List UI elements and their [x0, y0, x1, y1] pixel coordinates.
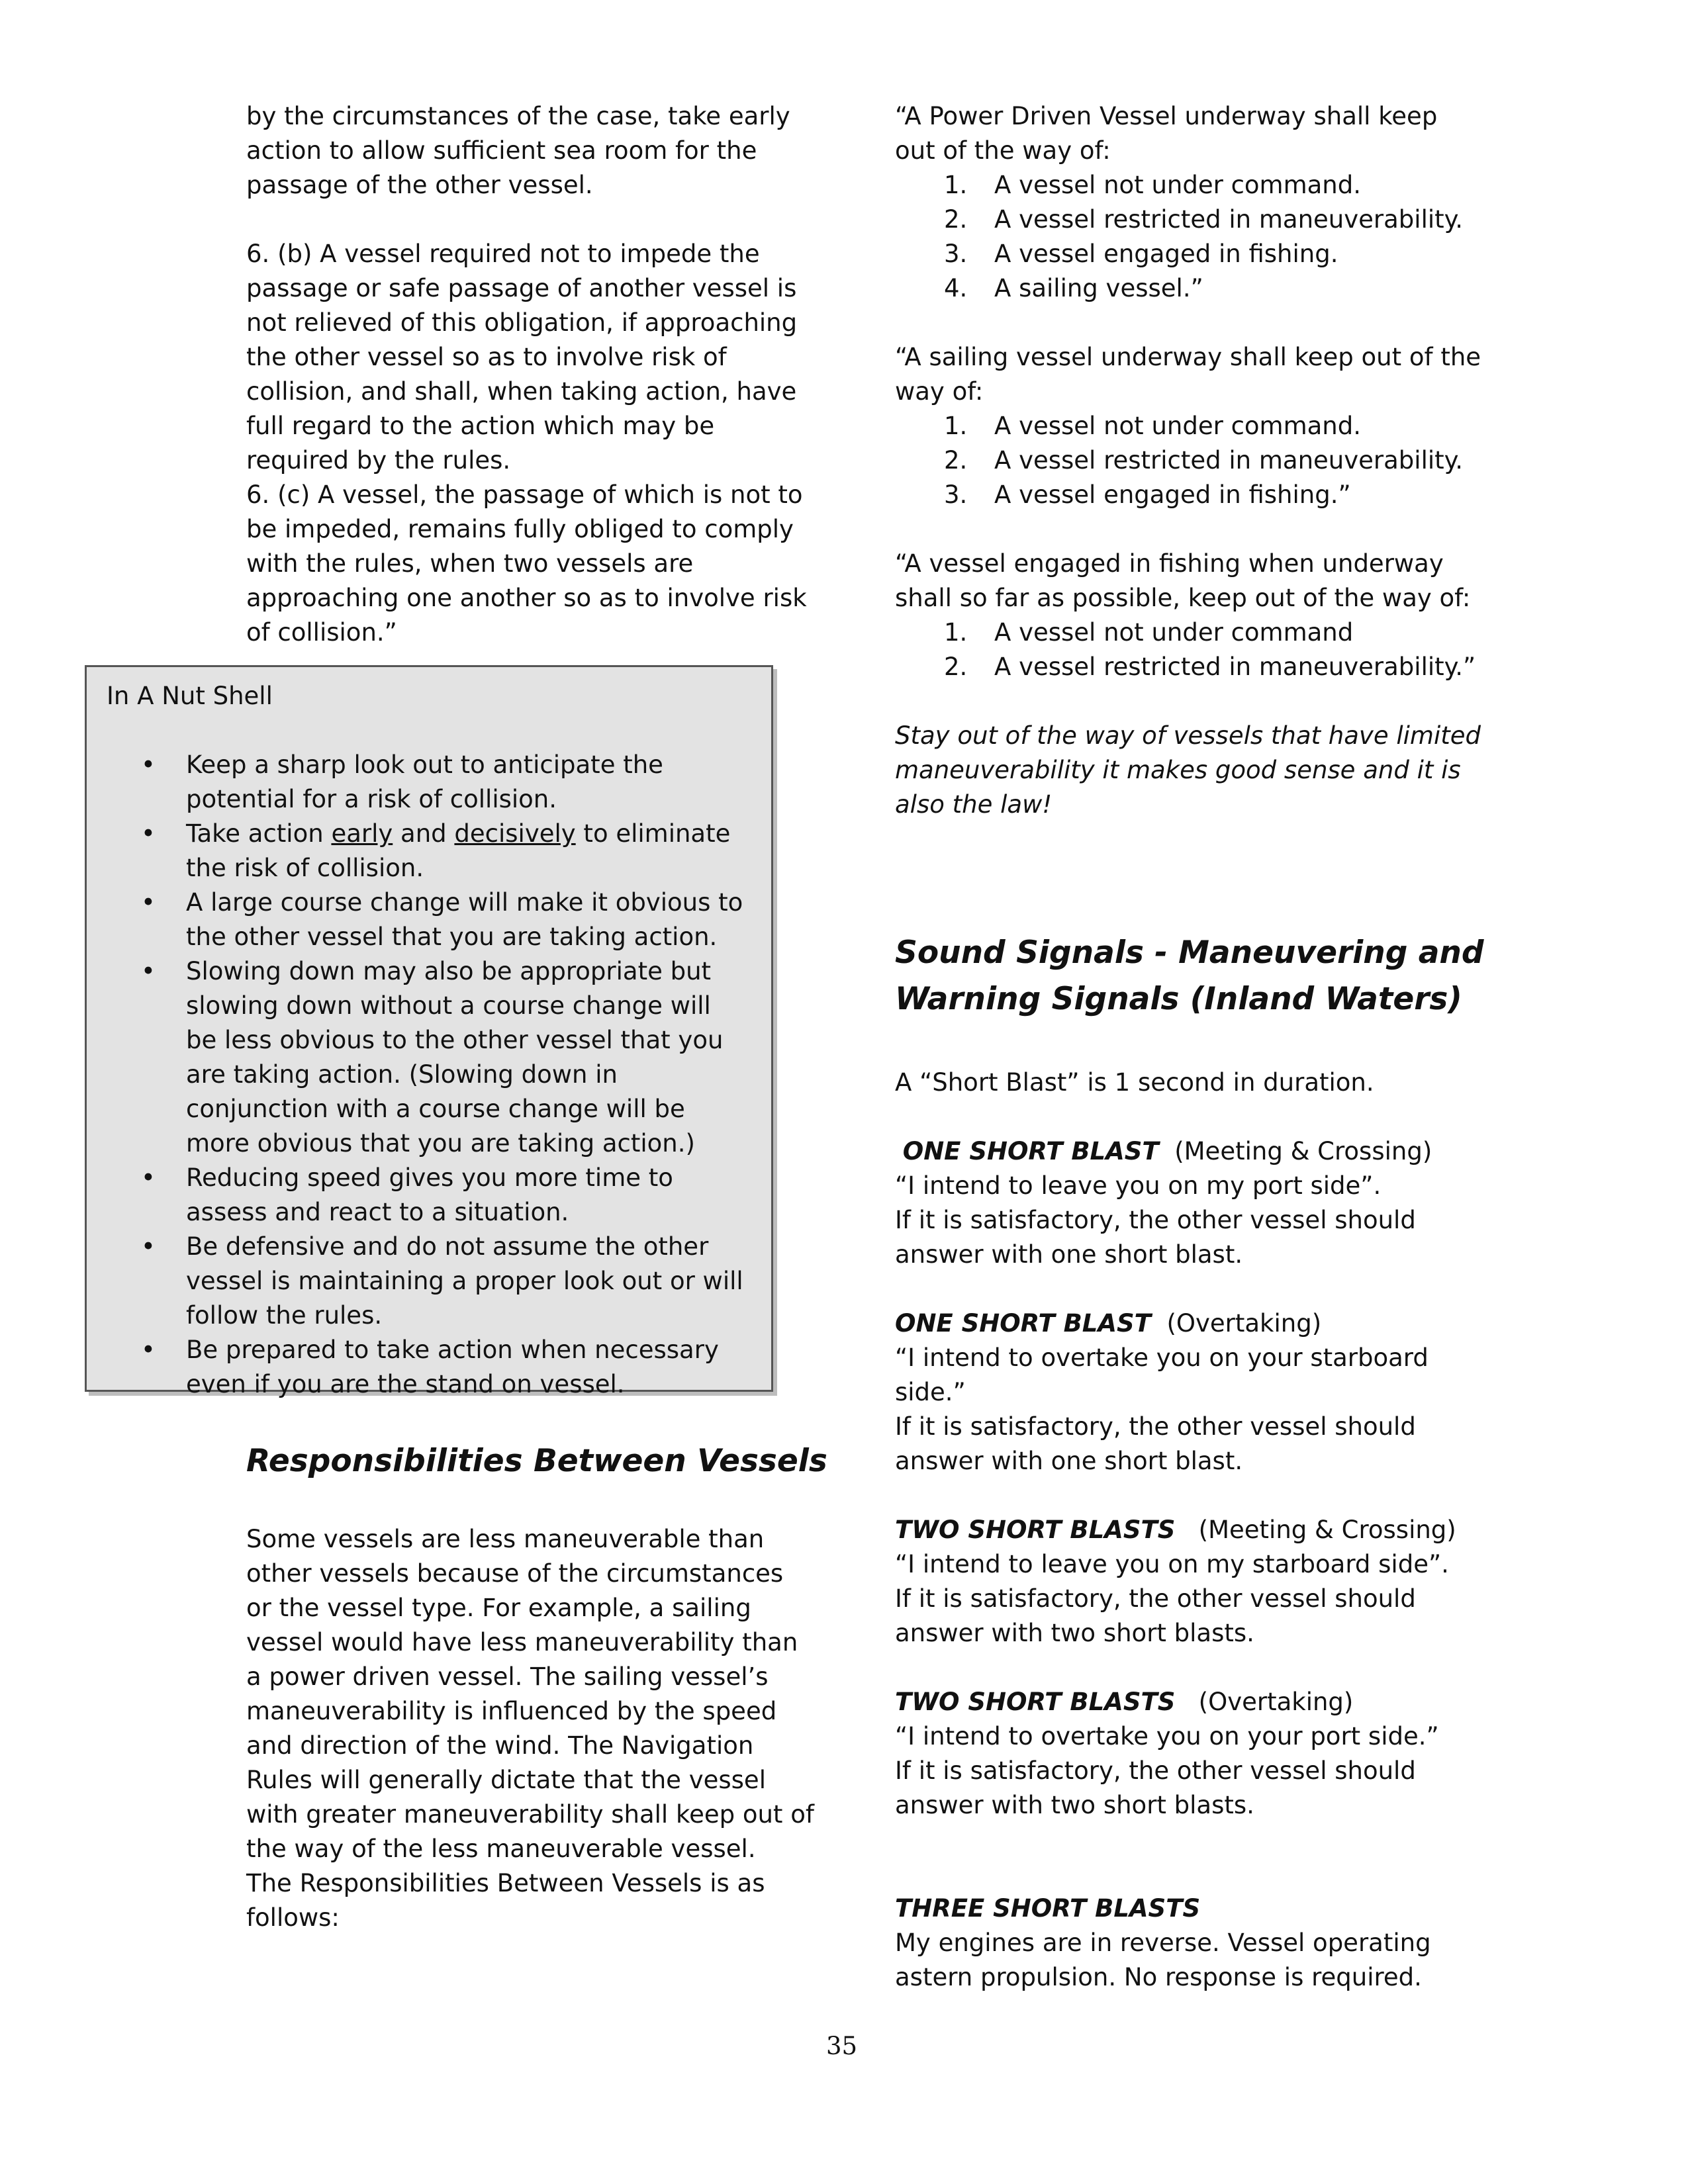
fishing-vessel-intro: “A vessel engaged in fishing when underway shall so far as possible, keep out of the way of:	[895, 549, 1471, 612]
power-vessel-intro: “A Power Driven Vessel underway shall keep out of the way of:	[895, 102, 1438, 165]
signal-one-short-overtaking: ONE SHORT BLAST (Overtaking)	[895, 1309, 1322, 1338]
underlined-word: decisively	[454, 819, 576, 848]
responsibilities-heading: Responsibilities Between Vessels	[246, 1443, 827, 1479]
advice-paragraph: Stay out of the way of vessels that have limited maneuverability it makes good sense and it is also the law!	[895, 721, 1481, 819]
list-item: 1. A vessel not under command	[944, 618, 1354, 647]
list-item: 2. A vessel restricted in maneuverability.	[944, 446, 1464, 475]
sailing-vessel-list	[895, 409, 1484, 512]
list-item: • Be defensive and do not assume the other vessel is maintaining a proper look out or will follow the rules.	[126, 1230, 749, 1333]
list-item: • Keep a sharp look out to anticipate the potential for a risk of collision.	[126, 748, 749, 817]
nutshell-list	[126, 748, 749, 1402]
signal-three-short-text: My engines are in reverse. Vessel operating astern propulsion. No response is required.	[895, 1929, 1431, 1991]
list-item: • Take action early and decisively to eliminate the risk of collision.	[126, 817, 749, 886]
fishing-vessel-list	[895, 615, 1484, 684]
bullet-icon: •	[141, 1336, 156, 1364]
list-item: 1. A vessel not under command.	[944, 412, 1362, 440]
list-item: • Slowing down may also be appropriate but slowing down without a course change will be less obvious to the other vessel that you are taking action. (Slowing down in conjunction with a course change will be more obvious that you are taking action.)	[126, 954, 749, 1161]
rule-6c-paragraph: 6. (c) A vessel, the passage of which is not to be impeded, remains fully obliged to comply with the rules, when two vessels are approaching one another so as to involve risk of collision.”	[246, 480, 807, 647]
rule-6a-continuation: by the circumstances of the case, take early action to allow sufficient sea room for the passage of the other vessel.	[246, 102, 790, 199]
list-item: • Be prepared to take action when necessary even if you are the stand on vessel.	[126, 1333, 749, 1402]
bullet-icon: •	[141, 1232, 156, 1261]
responsibilities-paragraph: Some vessels are less maneuverable than other vessels because of the circumstances or the vessel type. For example, a sailing vessel would have less maneuverability than a power driven vessel. The sailing vessel’s maneuverability is influenced by the speed and direction of the wind. The Navigation Rules will generally dictate that the vessel with greater maneuverability shall keep out of the way of the less maneuverable vessel.	[246, 1525, 814, 1863]
right-column	[895, 99, 1484, 822]
left-column-top	[246, 99, 816, 650]
sound-signals-heading: Sound Signals - Maneuvering and Warning Signals (Inland Waters)	[895, 934, 1484, 1017]
bullet-icon: •	[141, 751, 156, 779]
sound-signals-body: A “Short Blast” is 1 second in duration. ONE SHORT BLAST (Meeting & Crossing) “I intend to leave you on my port side”. If it is satisfactory, the other vessel should answer with one short blast. ONE SHORT BLAST (Overtaking) “I intend to overtake you on your starboard side.” If it is satisfactory, the other vessel should answer with one short blast. TWO SHORT BLASTS (Meeting & Crossing) “I intend to leave you on my starboard side”. If it is satisfactory, the other vessel should answer with two short blasts. TWO SHORT BLASTS (Overtaking) “I intend to overtake you on your port side.” If it is satisfactory, the other vessel should answer with two short blasts. THREE SHORT BLASTS My engines are in reverse. Vessel operating astern propulsion. No response is required.	[895, 1066, 1484, 1995]
signal-two-short-overtaking: TWO SHORT BLASTS (Overtaking)	[895, 1688, 1354, 1716]
list-item: 4. A sailing vessel.”	[944, 274, 1203, 302]
list-item: 2. A vessel restricted in maneuverability.”	[944, 653, 1476, 681]
list-item: 1. A vessel not under command.	[944, 171, 1362, 199]
page-number: 35	[826, 2032, 858, 2060]
nutshell-box	[85, 665, 773, 1398]
nutshell-heading: In A Nut Shell	[107, 682, 273, 710]
bullet-icon: •	[141, 819, 156, 848]
sailing-vessel-intro: “A sailing vessel underway shall keep out of the way of:	[895, 343, 1481, 406]
list-item: • Reducing speed gives you more time to assess and react to a situation.	[126, 1161, 749, 1230]
list-item: 2. A vessel restricted in maneuverability.	[944, 205, 1464, 234]
bullet-icon: •	[141, 888, 156, 917]
underlined-word: early	[331, 819, 393, 848]
short-blast-definition: A “Short Blast” is 1 second in duration.	[895, 1068, 1374, 1097]
signal-two-short-meeting: TWO SHORT BLASTS (Meeting & Crossing)	[895, 1516, 1456, 1544]
signal-one-short-meeting: ONE SHORT BLAST (Meeting & Crossing)	[902, 1137, 1432, 1165]
left-column-bottom	[246, 1522, 816, 1935]
list-item: • A large course change will make it obvious to the other vessel that you are taking action.	[126, 886, 749, 954]
bullet-icon: •	[141, 957, 156, 985]
signal-three-short-label: THREE SHORT BLASTS	[895, 1894, 1201, 1923]
list-item: 3. A vessel engaged in fishing.	[944, 240, 1338, 268]
list-item: 3. A vessel engaged in fishing.”	[944, 480, 1351, 509]
rule-6b-paragraph: 6. (b) A vessel required not to impede the passage or safe passage of another vessel is not relieved of this obligation, if approaching the other vessel so as to involve risk of collision, and shall, when taking action, have full regard to the action which may be required by the rules.	[246, 240, 798, 475]
bullet-icon: •	[141, 1163, 156, 1192]
responsibilities-intro: The Responsibilities Between Vessels is as follows:	[246, 1869, 765, 1932]
power-vessel-list	[895, 168, 1484, 306]
